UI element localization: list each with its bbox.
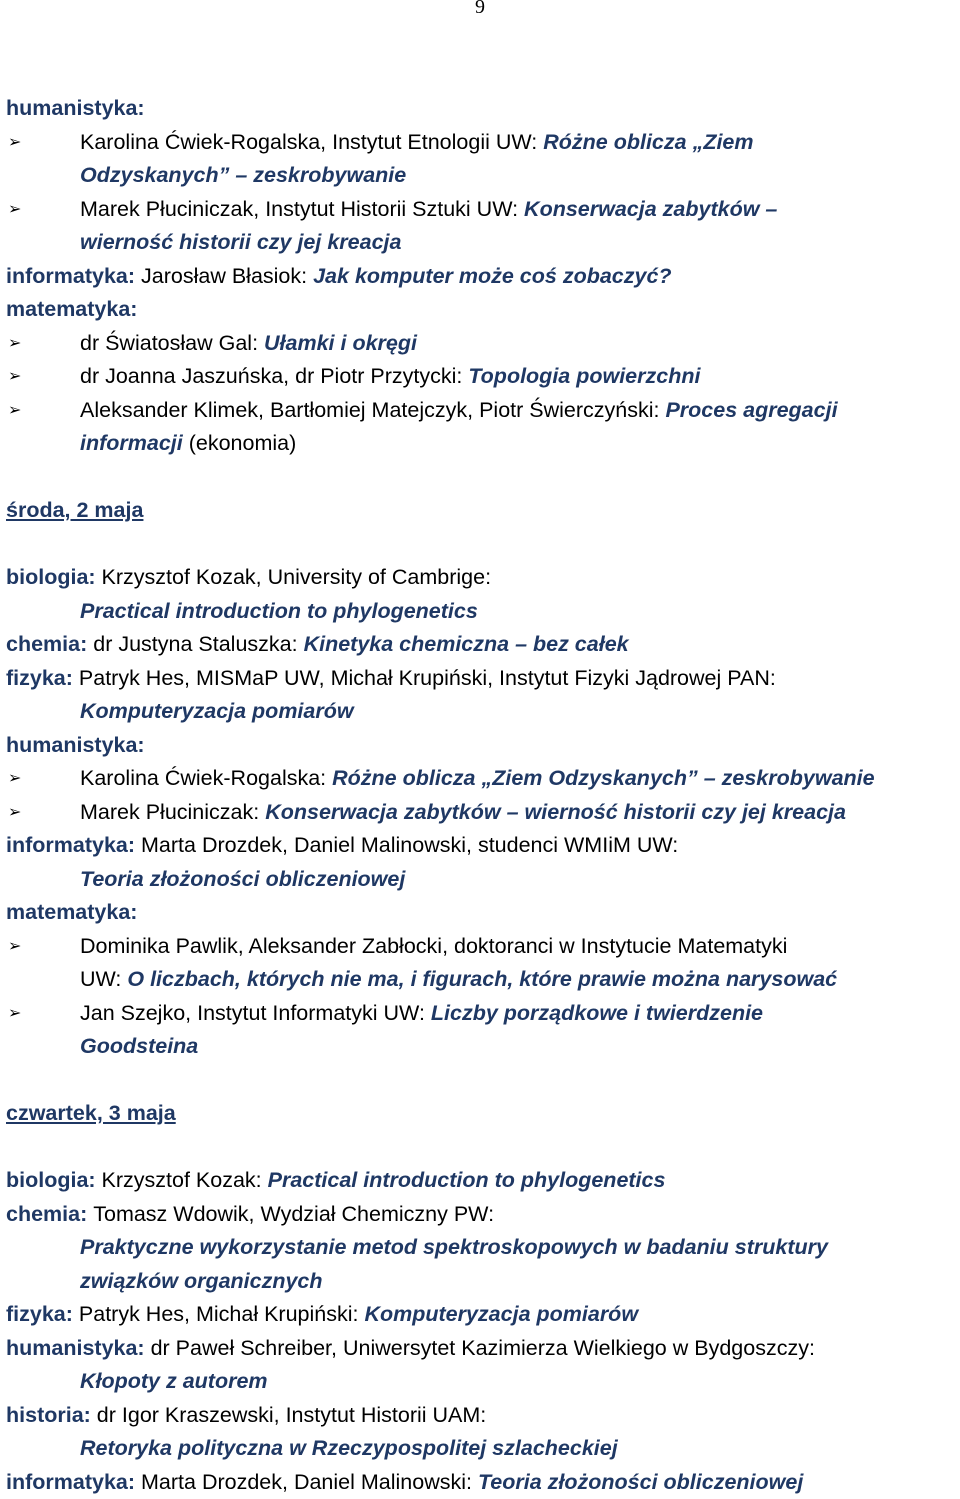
list-item (6, 930, 956, 964)
entry-fizyka (6, 662, 956, 696)
list-item (6, 394, 956, 428)
talk-title: Komputeryzacja pomiarów (80, 699, 354, 723)
speaker-text: dr Paweł Schreiber, Uniwersytet Kazimierza Wielkiego w Bydgoszczy: (151, 1336, 815, 1360)
talk-title: związków organicznych (80, 1269, 323, 1293)
talk-title: Konserwacja zabytków – wierność historii czy jej kreacja (265, 800, 846, 824)
category-label: historia: (6, 1403, 97, 1427)
arrow-bullet-icon: ➢ (8, 930, 21, 964)
speaker-text: Jan Szejko, Instytut Informatyki UW: (50, 1001, 431, 1025)
list-item-continuation (6, 963, 956, 997)
entry-informatyka (6, 1466, 956, 1499)
talk-note: (ekonomia) (183, 431, 297, 455)
speaker-text: Marek Płuciniczak, Instytut Historii Sztuki UW: (50, 197, 524, 221)
arrow-bullet-icon: ➢ (8, 997, 21, 1031)
category-label: chemia: (6, 632, 93, 656)
category-label: chemia: (6, 1202, 93, 1226)
talk-title: O liczbach, których nie ma, i figurach, które prawie można narysować (127, 967, 837, 991)
speaker-text: Jarosław Błasiok: (141, 264, 313, 288)
list-item (6, 762, 956, 796)
speaker-text: dr Igor Kraszewski, Instytut Historii UAM: (97, 1403, 486, 1427)
talk-title: Kinetyka chemiczna – bez całek (304, 632, 629, 656)
day-heading-text: środa, 2 maja (6, 498, 143, 522)
speaker-text: Marek Płuciniczak: (50, 800, 265, 824)
speaker-text: Krzysztof Kozak: (102, 1168, 268, 1192)
speaker-text: UW: (80, 967, 127, 991)
talk-title: Jak komputer może coś zobaczyć? (313, 264, 671, 288)
entry-chemia (6, 1198, 956, 1232)
speaker-text: Patryk Hes, Michał Krupiński: (79, 1302, 365, 1326)
speaker-text: dr Światosław Gal: (50, 331, 264, 355)
speaker-text: Patryk Hes, MISMaP UW, Michał Krupiński, Instytut Fizyki Jądrowej PAN: (79, 666, 776, 690)
day-heading (6, 1097, 956, 1131)
category-label: matematyka: (6, 900, 137, 924)
speaker-text: dr Joanna Jaszuńska, dr Piotr Przytycki: (50, 364, 468, 388)
category-heading-humanistyka (6, 729, 956, 763)
list-item (6, 997, 956, 1031)
category-label: informatyka: (6, 264, 141, 288)
entry-informatyka (6, 829, 956, 863)
entry-continuation (6, 1432, 956, 1466)
entry-informatyka (6, 260, 956, 294)
entry-biologia (6, 561, 956, 595)
talk-title: Proces agregacji (665, 398, 837, 422)
list-item-continuation (6, 427, 956, 461)
list-item (6, 360, 956, 394)
category-label: fizyka: (6, 1302, 79, 1326)
entry-biologia (6, 1164, 956, 1198)
list-item-continuation (6, 1030, 956, 1064)
talk-title: Kłopoty z autorem (80, 1369, 268, 1393)
entry-continuation (6, 1365, 956, 1399)
category-label: humanistyka: (6, 733, 145, 757)
entry-continuation (6, 1231, 956, 1265)
category-label: informatyka: (6, 833, 141, 857)
talk-title: informacji (80, 431, 183, 455)
speaker-text: Karolina Ćwiek-Rogalska, Instytut Etnologii UW: (50, 130, 543, 154)
category-heading-matematyka (6, 293, 956, 327)
arrow-bullet-icon: ➢ (8, 796, 21, 830)
talk-title: Liczby porządkowe i twierdzenie (431, 1001, 763, 1025)
day-heading-text: czwartek, 3 maja (6, 1101, 176, 1125)
talk-title: Różne oblicza „Ziem Odzyskanych” – zeskrobywanie (332, 766, 874, 790)
talk-title: Ułamki i okręgi (264, 331, 417, 355)
speaker-text: dr Justyna Staluszka: (93, 632, 303, 656)
talk-title: Konserwacja zabytków – (524, 197, 777, 221)
arrow-bullet-icon: ➢ (8, 394, 21, 428)
talk-title: wierność historii czy jej kreacja (80, 230, 401, 254)
entry-continuation (6, 695, 956, 729)
entry-fizyka (6, 1298, 956, 1332)
category-label: biologia: (6, 1168, 102, 1192)
speaker-text: Marta Drozdek, Daniel Malinowski, studenci WMIiM UW: (141, 833, 678, 857)
talk-title: Komputeryzacja pomiarów (364, 1302, 638, 1326)
talk-title: Odzyskanych” – zeskrobywanie (80, 163, 406, 187)
speaker-text: Marta Drozdek, Daniel Malinowski: (141, 1470, 478, 1494)
entry-chemia (6, 628, 956, 662)
arrow-bullet-icon: ➢ (8, 126, 21, 160)
entry-continuation (6, 1265, 956, 1299)
list-item-continuation (6, 226, 956, 260)
document-body (6, 92, 956, 1499)
arrow-bullet-icon: ➢ (8, 193, 21, 227)
entry-historia (6, 1399, 956, 1433)
list-item (6, 796, 956, 830)
category-label: informatyka: (6, 1470, 141, 1494)
talk-title: Goodsteina (80, 1034, 198, 1058)
talk-title: Practical introduction to phylogenetics (268, 1168, 666, 1192)
talk-title: Różne oblicza „Ziem (543, 130, 753, 154)
category-label: matematyka: (6, 297, 137, 321)
entry-continuation (6, 863, 956, 897)
page-number: 9 (0, 0, 960, 19)
category-label: humanistyka: (6, 1336, 151, 1360)
talk-title: Practical introduction to phylogenetics (80, 599, 478, 623)
talk-title: Teoria złożoności obliczeniowej (478, 1470, 803, 1494)
entry-humanistyka (6, 1332, 956, 1366)
speaker-text: Karolina Ćwiek-Rogalska: (50, 766, 332, 790)
category-label: fizyka: (6, 666, 79, 690)
speaker-text: Dominika Pawlik, Aleksander Zabłocki, doktoranci w Instytucie Matematyki (50, 934, 787, 958)
entry-continuation (6, 595, 956, 629)
speaker-text: Krzysztof Kozak, University of Cambrige: (102, 565, 492, 589)
list-item (6, 126, 956, 160)
arrow-bullet-icon: ➢ (8, 762, 21, 796)
arrow-bullet-icon: ➢ (8, 360, 21, 394)
category-label: humanistyka: (6, 96, 145, 120)
talk-title: Topologia powierzchni (468, 364, 700, 388)
list-item-continuation (6, 159, 956, 193)
speaker-text: Aleksander Klimek, Bartłomiej Matejczyk, Piotr Świerczyński: (50, 398, 665, 422)
talk-title: Praktyczne wykorzystanie metod spektroskopowych w badaniu struktury (80, 1235, 828, 1259)
list-item (6, 193, 956, 227)
list-item (6, 327, 956, 361)
category-label: biologia: (6, 565, 102, 589)
day-heading (6, 494, 956, 528)
arrow-bullet-icon: ➢ (8, 327, 21, 361)
category-heading-matematyka (6, 896, 956, 930)
category-heading-humanistyka (6, 92, 956, 126)
talk-title: Retoryka polityczna w Rzeczypospolitej szlacheckiej (80, 1436, 618, 1460)
talk-title: Teoria złożoności obliczeniowej (80, 867, 405, 891)
speaker-text: Tomasz Wdowik, Wydział Chemiczny PW: (93, 1202, 494, 1226)
